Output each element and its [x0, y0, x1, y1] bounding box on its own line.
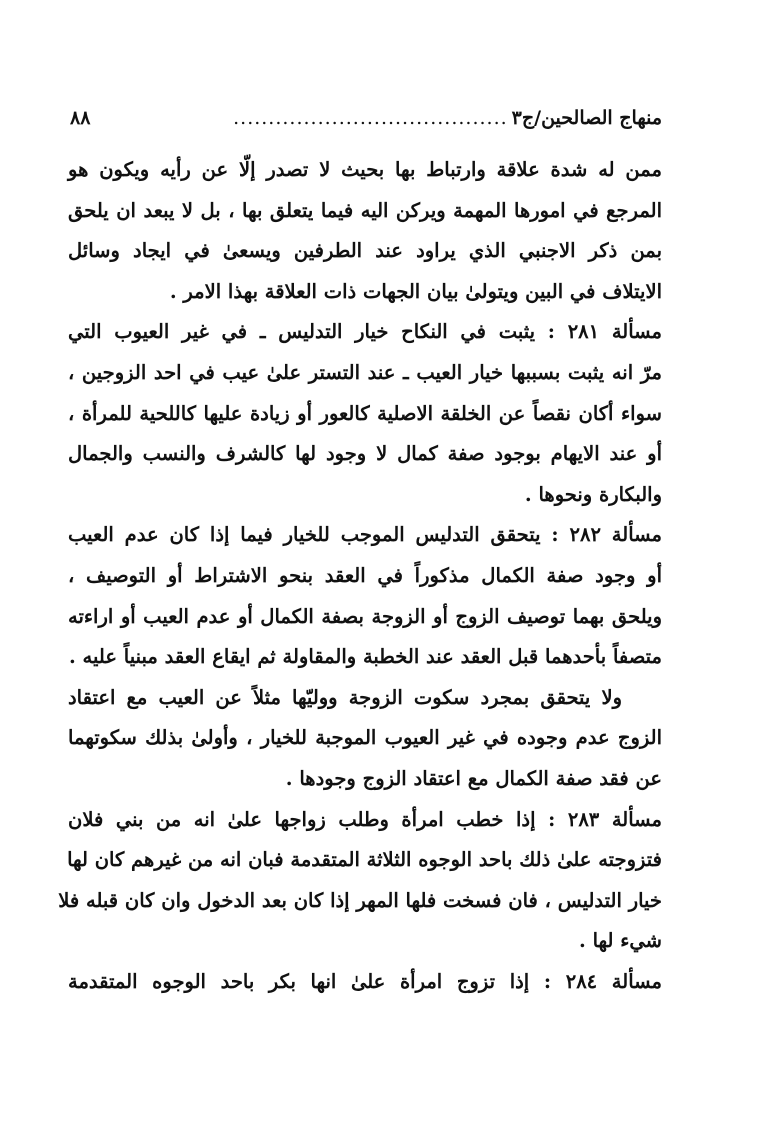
text-line: بمن ذكر الاجنبي الذي يراود عند الطرفين ويسعىٰ في ايجاد وسائل	[68, 239, 662, 263]
body-text	[58, 150, 662, 1002]
issue-text: يتحقق التدليس الموجب للخيار فيما إذا كان عدم العيب	[68, 523, 541, 547]
issue-text: يثبت في النكاح خيار التدليس ـ في غير العيوب التي	[68, 320, 536, 344]
text-line: المرجع في امورها المهمة ويركن اليه فيما يتعلق بها ، بل لا يبعد ان يلحق	[68, 198, 662, 222]
issue-title: مسألة ٢٨١ :	[547, 320, 662, 344]
text-line	[68, 962, 662, 1003]
text-line: أو وجود صفة الكمال مذكوراً في العقد بنحو الاشتراط أو التوصيف ،	[68, 563, 662, 587]
text-line: عن فقد صفة الكمال مع اعتقاد الزوج وجودها .	[285, 766, 662, 790]
issue-284	[68, 962, 662, 1003]
leader-dots: .......................................	[233, 108, 508, 128]
text-line: ويلحق بهما توصيف الزوج أو الزوجة بصفة الكمال أو عدم العيب أو اراءته	[68, 604, 662, 628]
issue-282	[68, 515, 662, 677]
text-line	[68, 312, 662, 353]
issue-283	[58, 800, 662, 962]
text-line: سواء أكان نقصاً عن الخلقة الاصلية كالعور أو زيادة عليها كاللحية للمرأة ،	[68, 401, 662, 425]
text-line: أو عند الايهام بوجود صفة كمال لا وجود لها كالشرف والنسب والجمال	[68, 442, 662, 466]
page-number: ٨٨	[70, 107, 91, 129]
issue-text: إذا تزوج امرأة علىٰ انها بكر باحد الوجوه المتقدمة	[68, 969, 530, 993]
text-line: مرّ انه يثبت بسببها خيار العيب ـ عند التستر علىٰ عيب في احد الزوجين ،	[68, 360, 662, 384]
text-line: الايتلاف في البين ويتولىٰ بيان الجهات ذات العلاقة بهذا الامر .	[169, 279, 662, 303]
text-line	[68, 515, 662, 556]
text-line: شيء لها .	[579, 929, 662, 953]
issue-title: مسألة ٢٨٤ :	[543, 969, 662, 993]
issue-title: مسألة ٢٨٣ :	[548, 807, 662, 831]
paragraph-continuation	[68, 678, 662, 800]
text-line: الزوج عدم وجوده في غير العيوب الموجبة للخيار ، وأولىٰ بذلك سكوتهما	[68, 726, 662, 750]
text-line: متصفاً بأحدهما قبل العقد عند الخطبة والمقاولة ثم ايقاع العقد مبنياً عليه .	[68, 645, 662, 669]
issue-title: مسألة ٢٨٢ :	[551, 523, 662, 547]
text-line: فتزوجته علىٰ ذلك باحد الوجوه الثلاثة المتقدمة فبان انه من غيرهم كان لها	[67, 848, 662, 872]
text-line: ممن له شدة علاقة وارتباط بها بحيث لا تصدر إلّا عن رأيه ويكون هو	[68, 158, 662, 181]
issue-text: إذا خطب امرأة وطلب زواجها علىٰ انه من بني فلان	[68, 807, 536, 831]
issue-281	[68, 312, 662, 515]
running-header	[70, 103, 662, 133]
text-line: والبكارة ونحوها .	[524, 482, 662, 506]
book-title: منهاج الصالحين/ج٣	[511, 107, 662, 129]
text-line: خيار التدليس ، فان فسخت فلها المهر إذا كان بعد الدخول وان كان قبله فلا	[58, 888, 662, 912]
paragraph-1	[68, 150, 662, 312]
text-line	[68, 800, 662, 841]
text-line: ولا يتحقق بمجرد سكوت الزوجة ووليّها مثلاً عن العيب مع اعتقاد	[68, 685, 622, 709]
